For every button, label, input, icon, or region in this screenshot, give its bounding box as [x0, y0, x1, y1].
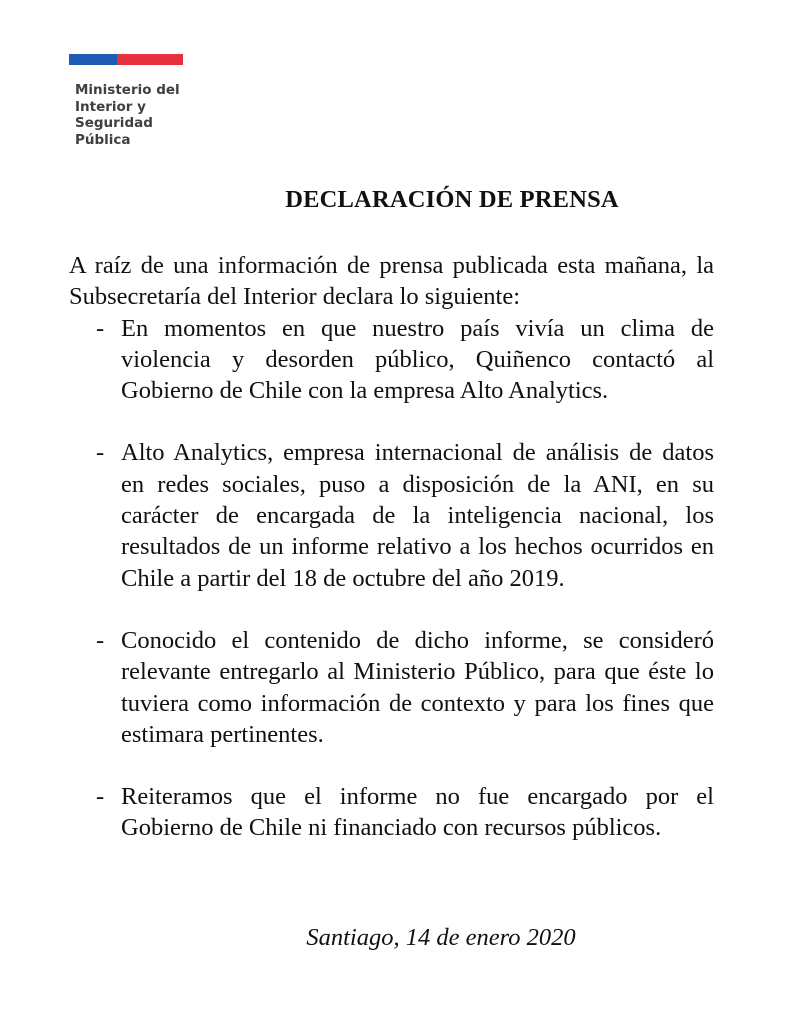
document-body: [69, 250, 714, 875]
flag-red-segment: [117, 54, 183, 65]
ministry-logo: [69, 54, 183, 148]
statement-item: [69, 625, 714, 750]
ministry-name-line: Pública: [75, 131, 131, 148]
bullet-dash: -: [96, 783, 105, 811]
statement-text: Reiteramos que el informe no fue encargado por el Gobierno de Chile ni financiado con recursos públicos.: [121, 783, 714, 842]
ministry-name: [75, 82, 183, 148]
bullet-dash: -: [96, 439, 105, 467]
intro-paragraph: A raíz de una información de prensa publicada esta mañana, la Subsecretaría del Interior declara lo siguiente:: [69, 252, 714, 311]
ministry-name-line: Ministerio del: [75, 82, 180, 98]
statement-item: [69, 781, 714, 844]
bullet-dash: -: [96, 626, 105, 654]
date-line: Santiago, 14 de enero 2020: [306, 924, 576, 951]
statement-text: Conocido el contenido de dicho informe, se consideró relevante entregarlo al Ministerio Público, para que éste lo tuviera como información de contexto y para los fines que estimara pertinentes.: [121, 626, 714, 748]
statement-item: [69, 313, 714, 407]
document-title: DECLARACIÓN DE PRENSA: [285, 186, 619, 213]
statement-item: [69, 437, 714, 593]
flag-bar: [69, 54, 183, 65]
bullet-dash: -: [96, 314, 105, 342]
statement-text: En momentos en que nuestro país vivía un clima de violencia y desorden público, Quiñenco contactó al Gobierno de Chile con la empresa Alto Analytics.: [121, 314, 714, 405]
flag-blue-segment: [69, 54, 117, 65]
ministry-name-line: Interior y: [75, 98, 146, 115]
statement-text: Alto Analytics, empresa internacional de análisis de datos en redes sociales, puso a disposición de la ANI, en su carácter de encargada de la inteligencia nacional, los resultados de un informe relativo a los hechos ocurridos en Chile a partir del 18 de octubre del año 2019.: [121, 439, 714, 592]
ministry-name-line: Seguridad: [75, 115, 153, 131]
